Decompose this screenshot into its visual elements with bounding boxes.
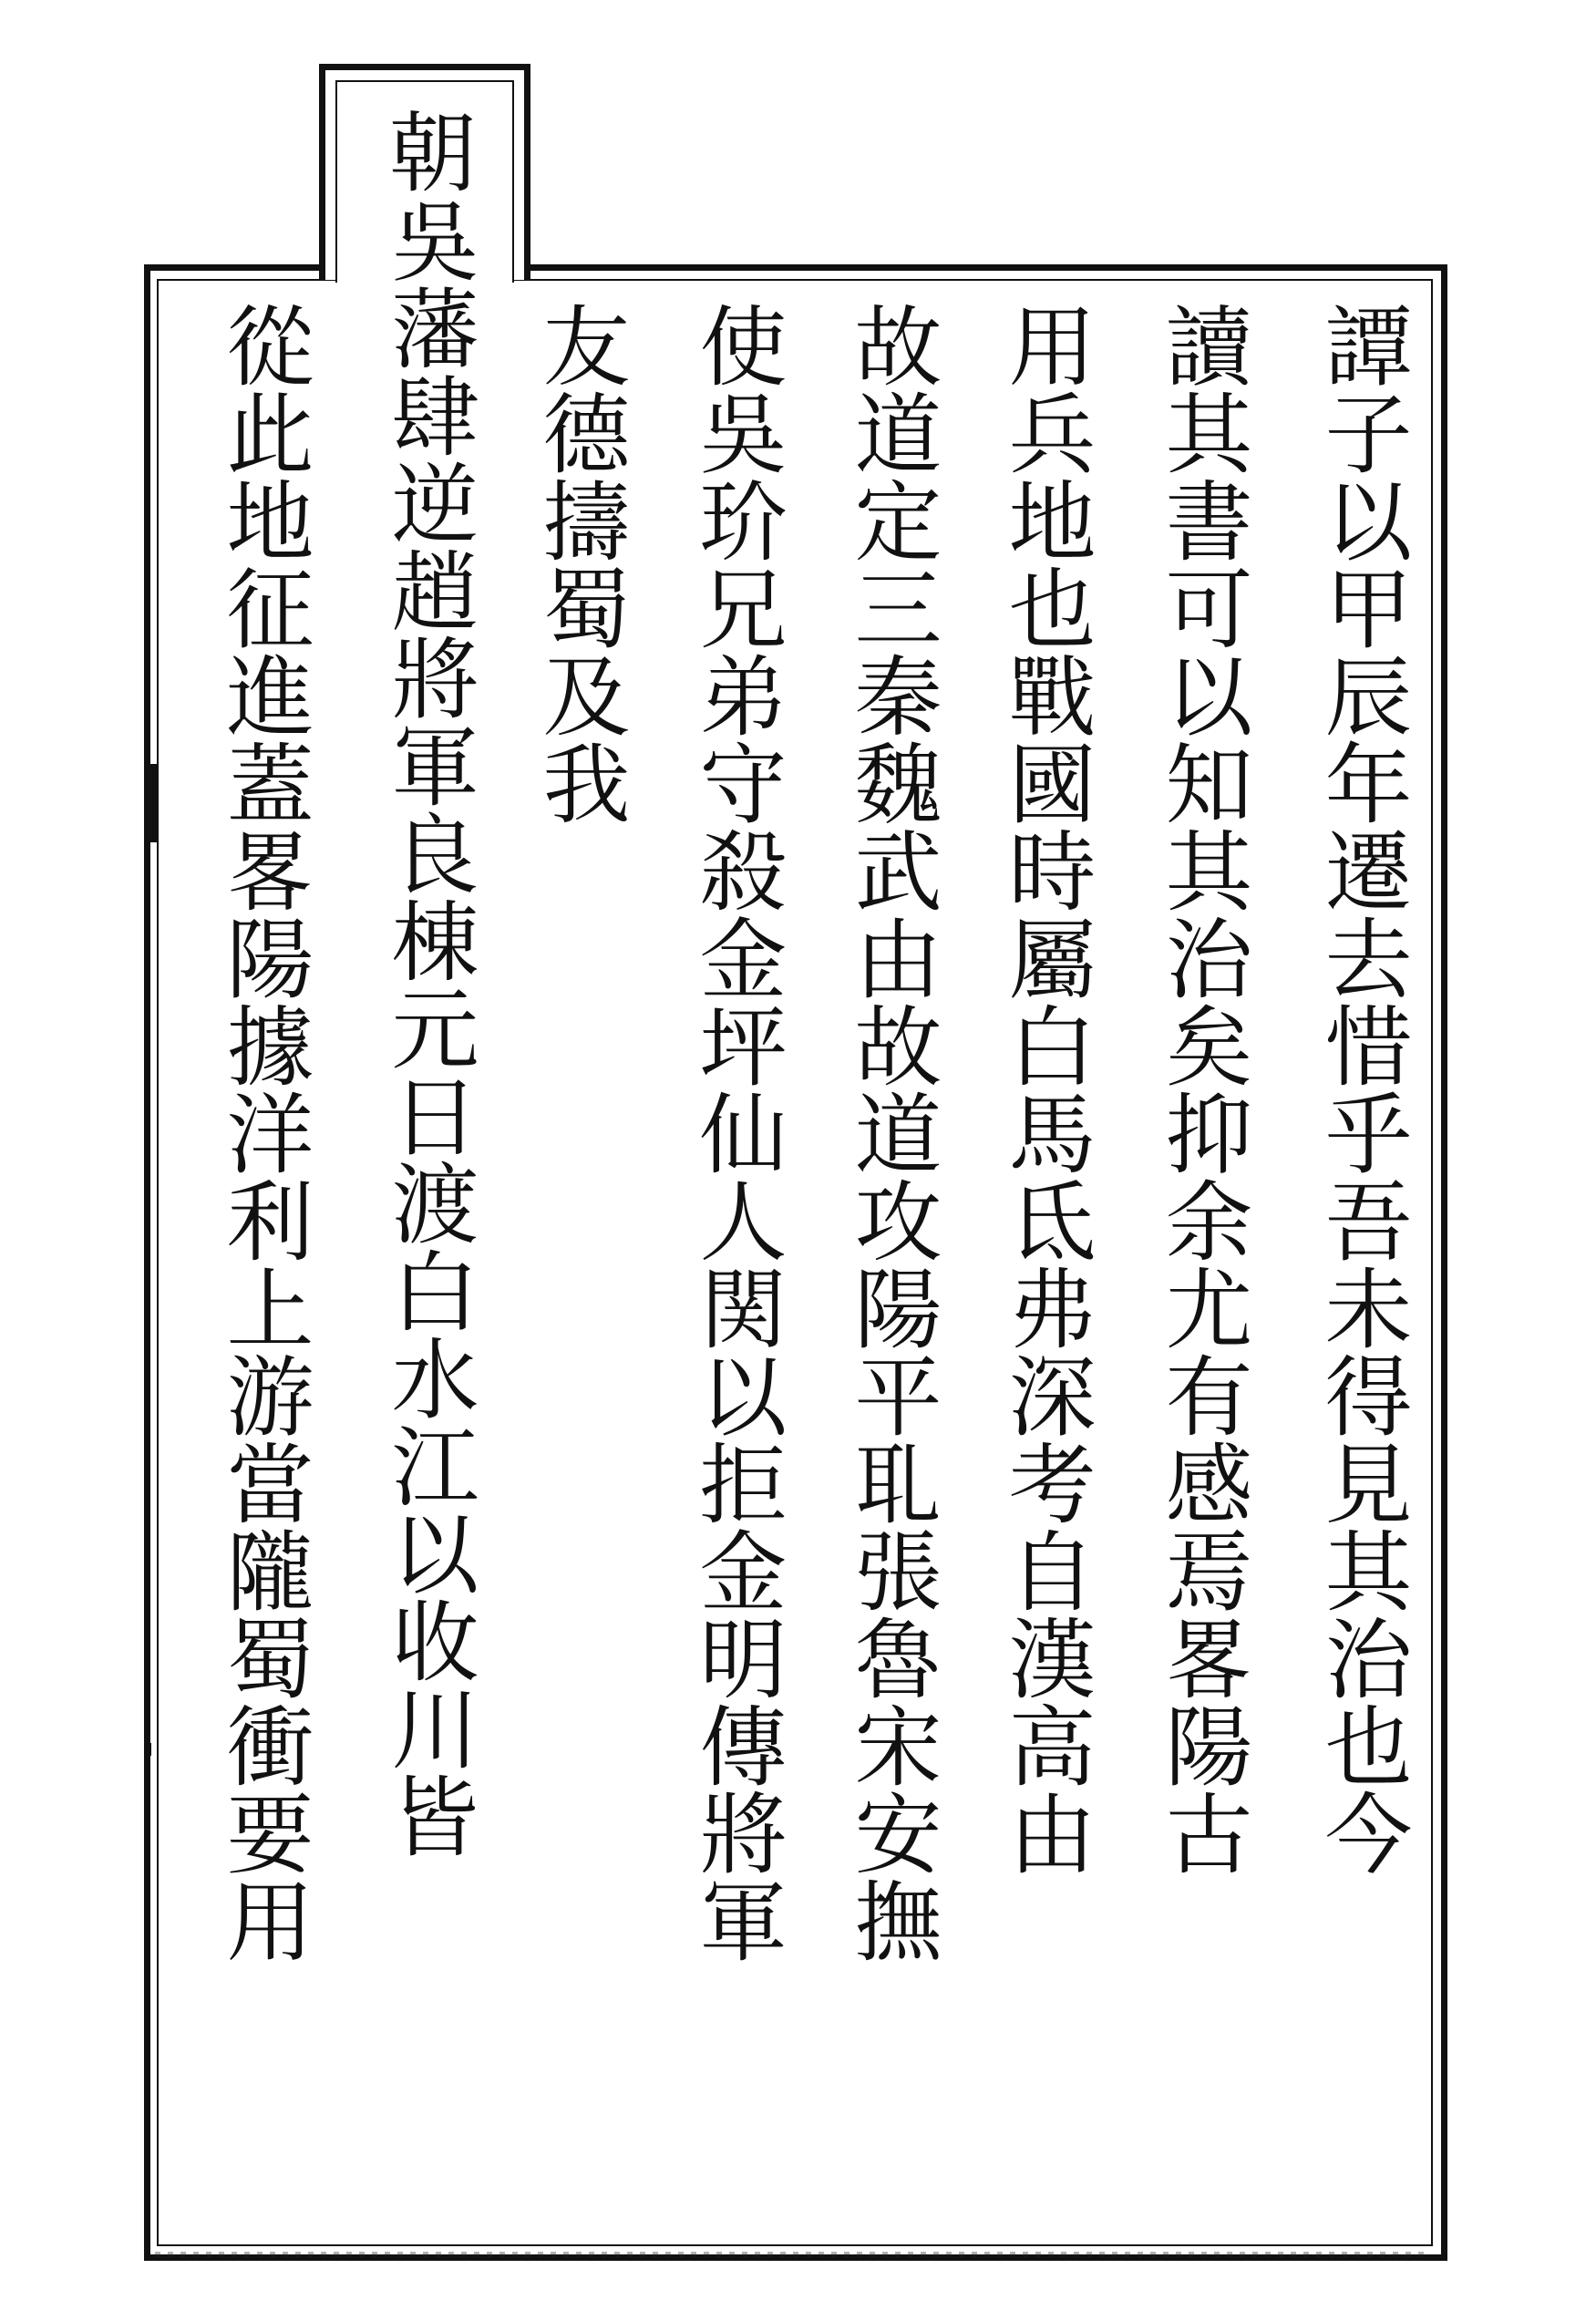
binding-mark: [144, 764, 157, 842]
text-column-2: 讀其書可以知其治矣抑余尤有感焉畧陽古: [1151, 301, 1253, 1876]
text-column-5: 使吳玠兄弟守殺金坪仙人関以拒金明傳將軍: [685, 301, 788, 1964]
text-column-3: 用兵地也戰國時屬白馬氐弗深考自漢高由: [994, 301, 1097, 1876]
text-column-6: 友德擣蜀及我: [529, 301, 631, 826]
binding-mark: [144, 1203, 148, 1240]
binding-mark: [144, 1118, 148, 1154]
text-column-1: 譚子以甲辰年遷去惜乎吾未得見其治也今: [1311, 301, 1413, 1876]
scan-edge-noise: [155, 2252, 1431, 2257]
elevated-character: 朝: [375, 107, 477, 194]
text-column-8: 從此地征進蓋畧陽據洋利上游當隴蜀衝要用: [212, 301, 314, 1964]
text-column-7: 吳藩肆逆趙將軍良棟元日渡白水江以收川皆: [377, 196, 479, 1859]
text-column-4: 故道定三秦魏武由故道攻陽平耴張魯宋安撫: [840, 301, 942, 1964]
binding-mark: [144, 1743, 151, 1756]
